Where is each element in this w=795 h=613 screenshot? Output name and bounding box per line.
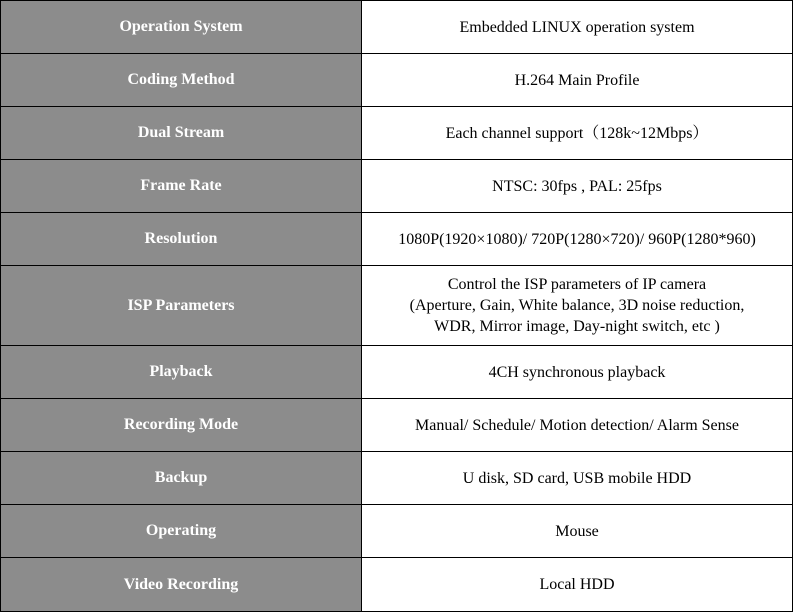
spec-value: H.264 Main Profile xyxy=(362,54,793,107)
spec-row-coding-method xyxy=(1,54,793,107)
spec-label: Frame Rate xyxy=(1,160,362,213)
spec-value: U disk, SD card, USB mobile HDD xyxy=(362,452,793,505)
spec-value: 4CH synchronous playback xyxy=(362,346,793,399)
spec-label: Backup xyxy=(1,452,362,505)
spec-row-frame-rate xyxy=(1,160,793,213)
spec-label: Operating xyxy=(1,505,362,558)
spec-value: 1080P(1920×1080)/ 720P(1280×720)/ 960P(1280*960) xyxy=(362,213,793,266)
spec-value-line: Control the ISP parameters of IP camera xyxy=(447,276,707,293)
spec-value: Embedded LINUX operation system xyxy=(362,1,793,54)
spec-value: Mouse xyxy=(362,505,793,558)
spec-row-operation-system xyxy=(1,1,793,54)
spec-value: Each channel support（128k~12Mbps） xyxy=(362,107,793,160)
spec-value xyxy=(362,266,793,346)
spec-value: NTSC: 30fps , PAL: 25fps xyxy=(362,160,793,213)
spec-label: Recording Mode xyxy=(1,399,362,452)
spec-label: Video Recording xyxy=(1,558,362,612)
spec-row-playback xyxy=(1,346,793,399)
spec-value-line: (Aperture, Gain, White balance, 3D noise reduction, xyxy=(409,297,745,314)
spec-value: Local HDD xyxy=(362,558,793,612)
spec-label: Coding Method xyxy=(1,54,362,107)
spec-label: ISP Parameters xyxy=(1,266,362,346)
spec-value-line: WDR, Mirror image, Day-night switch, etc ) xyxy=(434,318,720,335)
spec-row-dual-stream xyxy=(1,107,793,160)
spec-label: Playback xyxy=(1,346,362,399)
spec-value: Manual/ Schedule/ Motion detection/ Alarm Sense xyxy=(362,399,793,452)
spec-label: Resolution xyxy=(1,213,362,266)
spec-label: Operation System xyxy=(1,1,362,54)
spec-row-video-recording xyxy=(1,558,793,612)
spec-row-resolution xyxy=(1,213,793,266)
spec-row-backup xyxy=(1,452,793,505)
spec-label: Dual Stream xyxy=(1,107,362,160)
spec-row-operating xyxy=(1,505,793,558)
spec-row-isp-parameters xyxy=(1,266,793,346)
spec-row-recording-mode xyxy=(1,399,793,452)
